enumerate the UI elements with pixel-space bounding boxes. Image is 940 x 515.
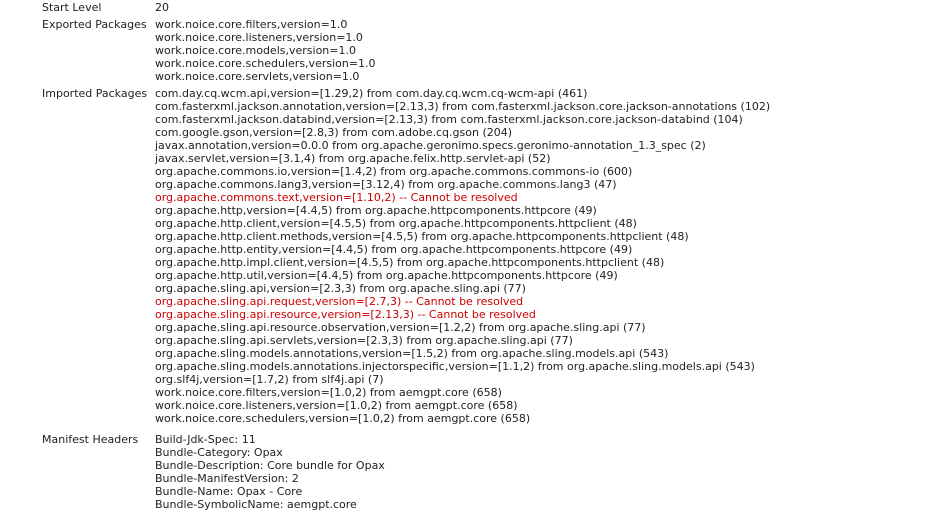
exported-package: work.noice.core.servlets,version=1.0 [155,70,360,83]
manifest-header: Bundle-Category: Opax [155,446,283,459]
manifest-header: Bundle-Name: Opax - Core [155,485,303,498]
start-level-label: Start Level [42,1,102,14]
imported-package: org.apache.sling.models.annotations.injectorspecific,version=[1.1,2) from org.apache.sling.models.api (543) [155,360,755,373]
manifest-header: Bundle-Description: Core bundle for Opax [155,459,385,472]
exported-package: work.noice.core.schedulers,version=1.0 [155,57,376,70]
imported-package: org.apache.commons.lang3,version=[3.12,4) from org.apache.commons.lang3 (47) [155,178,617,191]
imported-package: org.apache.http.client,version=[4.5,5) from org.apache.httpcomponents.httpclient (48) [155,217,637,230]
imported-package: org.apache.http.util,version=[4.4,5) from org.apache.httpcomponents.httpcore (49) [155,269,618,282]
imported-package: org.apache.commons.io,version=[1.4,2) from org.apache.commons.commons-io (600) [155,165,633,178]
imported-packages-label: Imported Packages [42,87,148,100]
manifest-headers-label: Manifest Headers [42,433,139,446]
row-start-level [0,1,940,14]
row-exported-packages [0,18,940,83]
manifest-header: Build-Jdk-Spec: 11 [155,433,256,446]
imported-package: work.noice.core.schedulers,version=[1.0,2) from aemgpt.core (658) [155,412,531,425]
imported-package: org.apache.http.client.methods,version=[4.5,5) from org.apache.httpcomponents.httpclient (48) [155,230,689,243]
imported-package: com.google.gson,version=[2.8,3) from com.adobe.cq.gson (204) [155,126,513,139]
exported-packages-label: Exported Packages [42,18,147,31]
imported-package-unresolved: org.apache.commons.text,version=[1.10,2) -- Cannot be resolved [155,191,518,204]
imported-package: javax.annotation,version=0.0.0 from org.apache.geronimo.specs.geronimo-annotation_1.3_spec (2) [155,139,706,152]
row-imported-packages [0,87,940,425]
imported-package: org.apache.sling.models.annotations,version=[1.5,2) from org.apache.sling.models.api (543) [155,347,669,360]
imported-package: org.apache.http.entity,version=[4.4,5) from org.apache.httpcomponents.httpcore (49) [155,243,633,256]
row-manifest-headers [0,433,940,511]
imported-package-unresolved: org.apache.sling.api.resource,version=[2.13,3) -- Cannot be resolved [155,308,536,321]
imported-package: org.apache.http.impl.client,version=[4.5,5) from org.apache.httpcomponents.httpclient (48) [155,256,665,269]
manifest-header: Bundle-SymbolicName: aemgpt.core [155,498,357,511]
imported-package: org.slf4j,version=[1.7,2) from slf4j.api (7) [155,373,384,386]
manifest-header: Bundle-ManifestVersion: 2 [155,472,299,485]
imported-package: org.apache.sling.api,version=[2.3,3) from org.apache.sling.api (77) [155,282,526,295]
exported-package: work.noice.core.filters,version=1.0 [155,18,348,31]
exported-packages-list [155,18,940,83]
exported-package: work.noice.core.listeners,version=1.0 [155,31,363,44]
start-level-text: 20 [155,1,169,14]
manifest-headers-list [155,433,940,511]
imported-package: com.day.cq.wcm.api,version=[1.29,2) from com.day.cq.wcm.cq-wcm-api (461) [155,87,588,100]
imported-package: work.noice.core.listeners,version=[1.0,2) from aemgpt.core (658) [155,399,518,412]
imported-package: com.fasterxml.jackson.databind,version=[2.13,3) from com.fasterxml.jackson.core.jackson-databind (104) [155,113,743,126]
imported-package: org.apache.sling.api.resource.observation,version=[1.2,2) from org.apache.sling.api (77) [155,321,646,334]
imported-package: com.fasterxml.jackson.annotation,version=[2.13,3) from com.fasterxml.jackson.core.jackson-annotations (102) [155,100,771,113]
exported-package: work.noice.core.models,version=1.0 [155,44,356,57]
imported-package: org.apache.sling.api.servlets,version=[2.3,3) from org.apache.sling.api (77) [155,334,573,347]
imported-package-unresolved: org.apache.sling.api.request,version=[2.7,3) -- Cannot be resolved [155,295,524,308]
imported-packages-list [155,87,940,425]
imported-package: org.apache.http,version=[4.4,5) from org.apache.httpcomponents.httpcore (49) [155,204,597,217]
imported-package: work.noice.core.filters,version=[1.0,2) from aemgpt.core (658) [155,386,502,399]
start-level-value [155,1,940,14]
imported-package: javax.servlet,version=[3.1,4) from org.apache.felix.http.servlet-api (52) [155,152,551,165]
